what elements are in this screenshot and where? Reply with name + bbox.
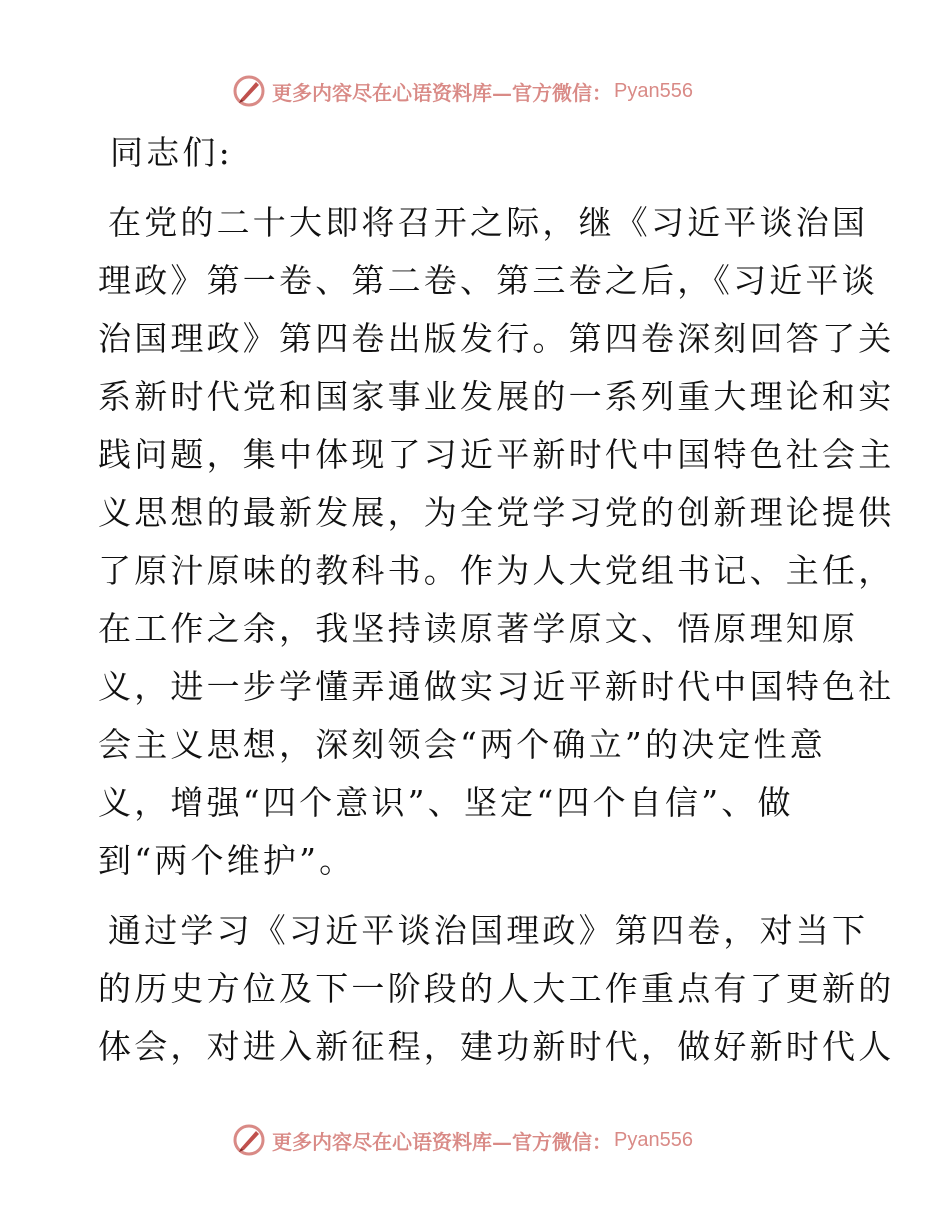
text-line: 了原汁原味的教科书。作为人大党组书记、主任， [98, 551, 895, 590]
footer-watermark [232, 1120, 693, 1160]
text-line: 义，增强“四个意识”、坚定“四个自信”、做 [98, 783, 794, 822]
text-line: 的历史方位及下一阶段的人大工作重点有了更新的 [98, 969, 895, 1008]
text-line: 治国理政》第四卷出版发行。第四卷深刻回答了关 [98, 319, 895, 358]
text-line: 义，进一步学懂弄通做实习近平新时代中国特色社 [98, 667, 895, 706]
header-watermark [232, 71, 693, 111]
watermark-text: 更多内容尽在心语资料库—官方微信： [272, 1129, 612, 1154]
text-line: 通过学习《习近平谈治国理政》第四卷，对当下 [108, 911, 869, 950]
watermark-wechat-id: Pyan556 [614, 1128, 693, 1151]
paragraph-2 [98, 902, 895, 1076]
watermark-wechat-id: Pyan556 [614, 79, 693, 102]
paragraph-1 [98, 194, 895, 890]
text-line: 义思想的最新发展，为全党学习党的创新理论提供 [98, 493, 895, 532]
quill-pen-circle-icon [232, 74, 266, 108]
text-line: 体会，对进入新征程，建功新时代，做好新时代人 [98, 1027, 895, 1066]
text-line: 在工作之余，我坚持读原著学原文、悟原理知原 [98, 609, 859, 648]
text-line: 会主义思想，深刻领会“两个确立”的决定性意 [98, 725, 826, 764]
text-line: 理政》第一卷、第二卷、第三卷之后，《习近平谈 [98, 261, 878, 300]
text-line: 在党的二十大即将召开之际，继《习近平谈治国 [108, 203, 869, 242]
text-line: 践问题，集中体现了习近平新时代中国特色社会主 [98, 435, 895, 474]
salutation: 同志们: [110, 133, 233, 172]
watermark-text: 更多内容尽在心语资料库—官方微信： [272, 80, 612, 105]
text-line: 系新时代党和国家事业发展的一系列重大理论和实 [98, 377, 895, 416]
quill-pen-circle-icon [232, 1123, 266, 1157]
document-body [98, 124, 895, 1076]
text-line: 到“两个维护”。 [98, 841, 356, 880]
